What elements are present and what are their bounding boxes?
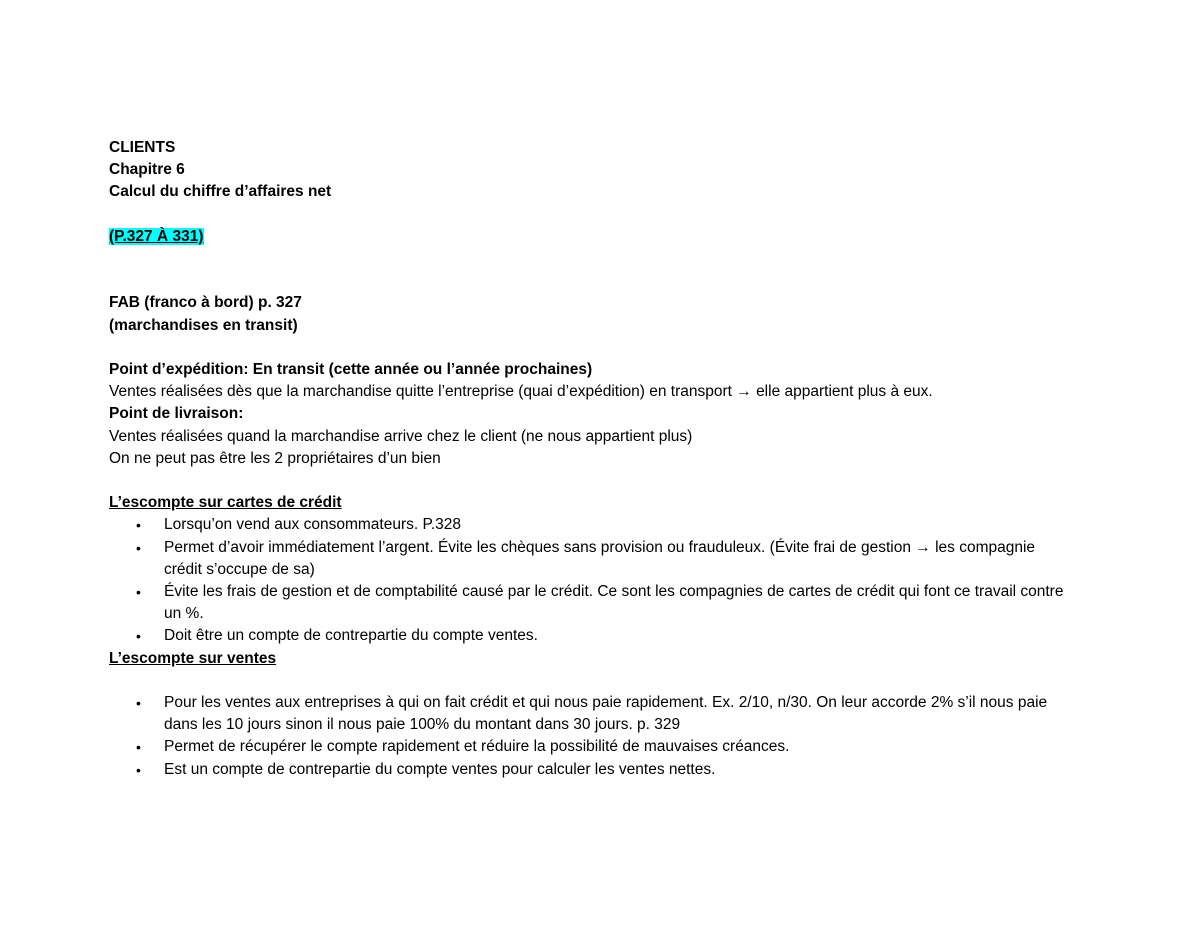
expedition-label: Point d’expédition: En transit (cette année ou l’année prochaines) <box>109 360 593 378</box>
document-body <box>109 137 1109 781</box>
list-item: • Doit être un compte de contrepartie du compte ventes. <box>109 625 1109 647</box>
livraison-text: Ventes réalisées quand la marchandise arrive chez le client (ne nous appartient plus) <box>109 427 693 445</box>
credit-cards-list <box>109 514 1109 647</box>
bullet-icon: • <box>136 628 141 645</box>
fab-heading: FAB (franco à bord) p. 327 <box>109 294 302 312</box>
bullet-icon: • <box>136 583 141 600</box>
expedition-text: Ventes réalisées dès que la marchandise quitte l’entreprise (quai d’expédition) en transport → elle appartient plus à eux. <box>109 383 933 401</box>
list-item: • Permet d’avoir immédiatement l’argent. Évite les chèques sans provision ou frauduleux. (Évite frai de gestion → les compagnie crédit s’occupe de sa) <box>136 538 1036 578</box>
list-item: • Lorsqu’on vend aux consommateurs. P.328 <box>109 514 1109 536</box>
list-item: • Est un compte de contrepartie du compte ventes pour calculer les ventes nettes. <box>109 759 1109 781</box>
sales-discount-list <box>109 692 1109 781</box>
bullet-icon: • <box>136 539 141 556</box>
doc-title: CLIENTS <box>109 139 176 156</box>
doc-chapter: Chapitre 6 <box>109 161 185 179</box>
bullet-icon: • <box>136 517 141 534</box>
pages-reference: (P.327 À 331) <box>109 227 204 245</box>
doc-subtitle: Calcul du chiffre d’affaires net <box>109 183 332 201</box>
bullet-icon: • <box>136 761 141 778</box>
bullet-icon: • <box>136 739 141 756</box>
livraison-label: Point de livraison: <box>109 405 244 423</box>
list-item: • Évite les frais de gestion et de comptabilité causé par le crédit. Ce sont les compagnies de cartes de crédit qui font ce travail contre un %. <box>136 582 1064 623</box>
credit-cards-heading: L’escompte sur cartes de crédit <box>109 494 342 512</box>
bullet-icon: • <box>136 694 141 711</box>
list-item: • Permet de récupérer le compte rapidement et réduire la possibilité de mauvaises créances. <box>109 736 1109 758</box>
fab-note: (marchandises en transit) <box>109 316 298 334</box>
list-item: • Pour les ventes aux entreprises à qui on fait crédit et qui nous paie rapidement. Ex. 2/10, n/30. On leur accorde 2% s’il nous paie dans les 10 jours sinon il nous paie 100% du montant dans 30 jours. p. 329 <box>136 693 1048 734</box>
sales-discount-heading: L’escompte sur ventes <box>109 649 277 667</box>
owners-text: On ne peut pas être les 2 propriétaires d’un bien <box>109 449 441 467</box>
